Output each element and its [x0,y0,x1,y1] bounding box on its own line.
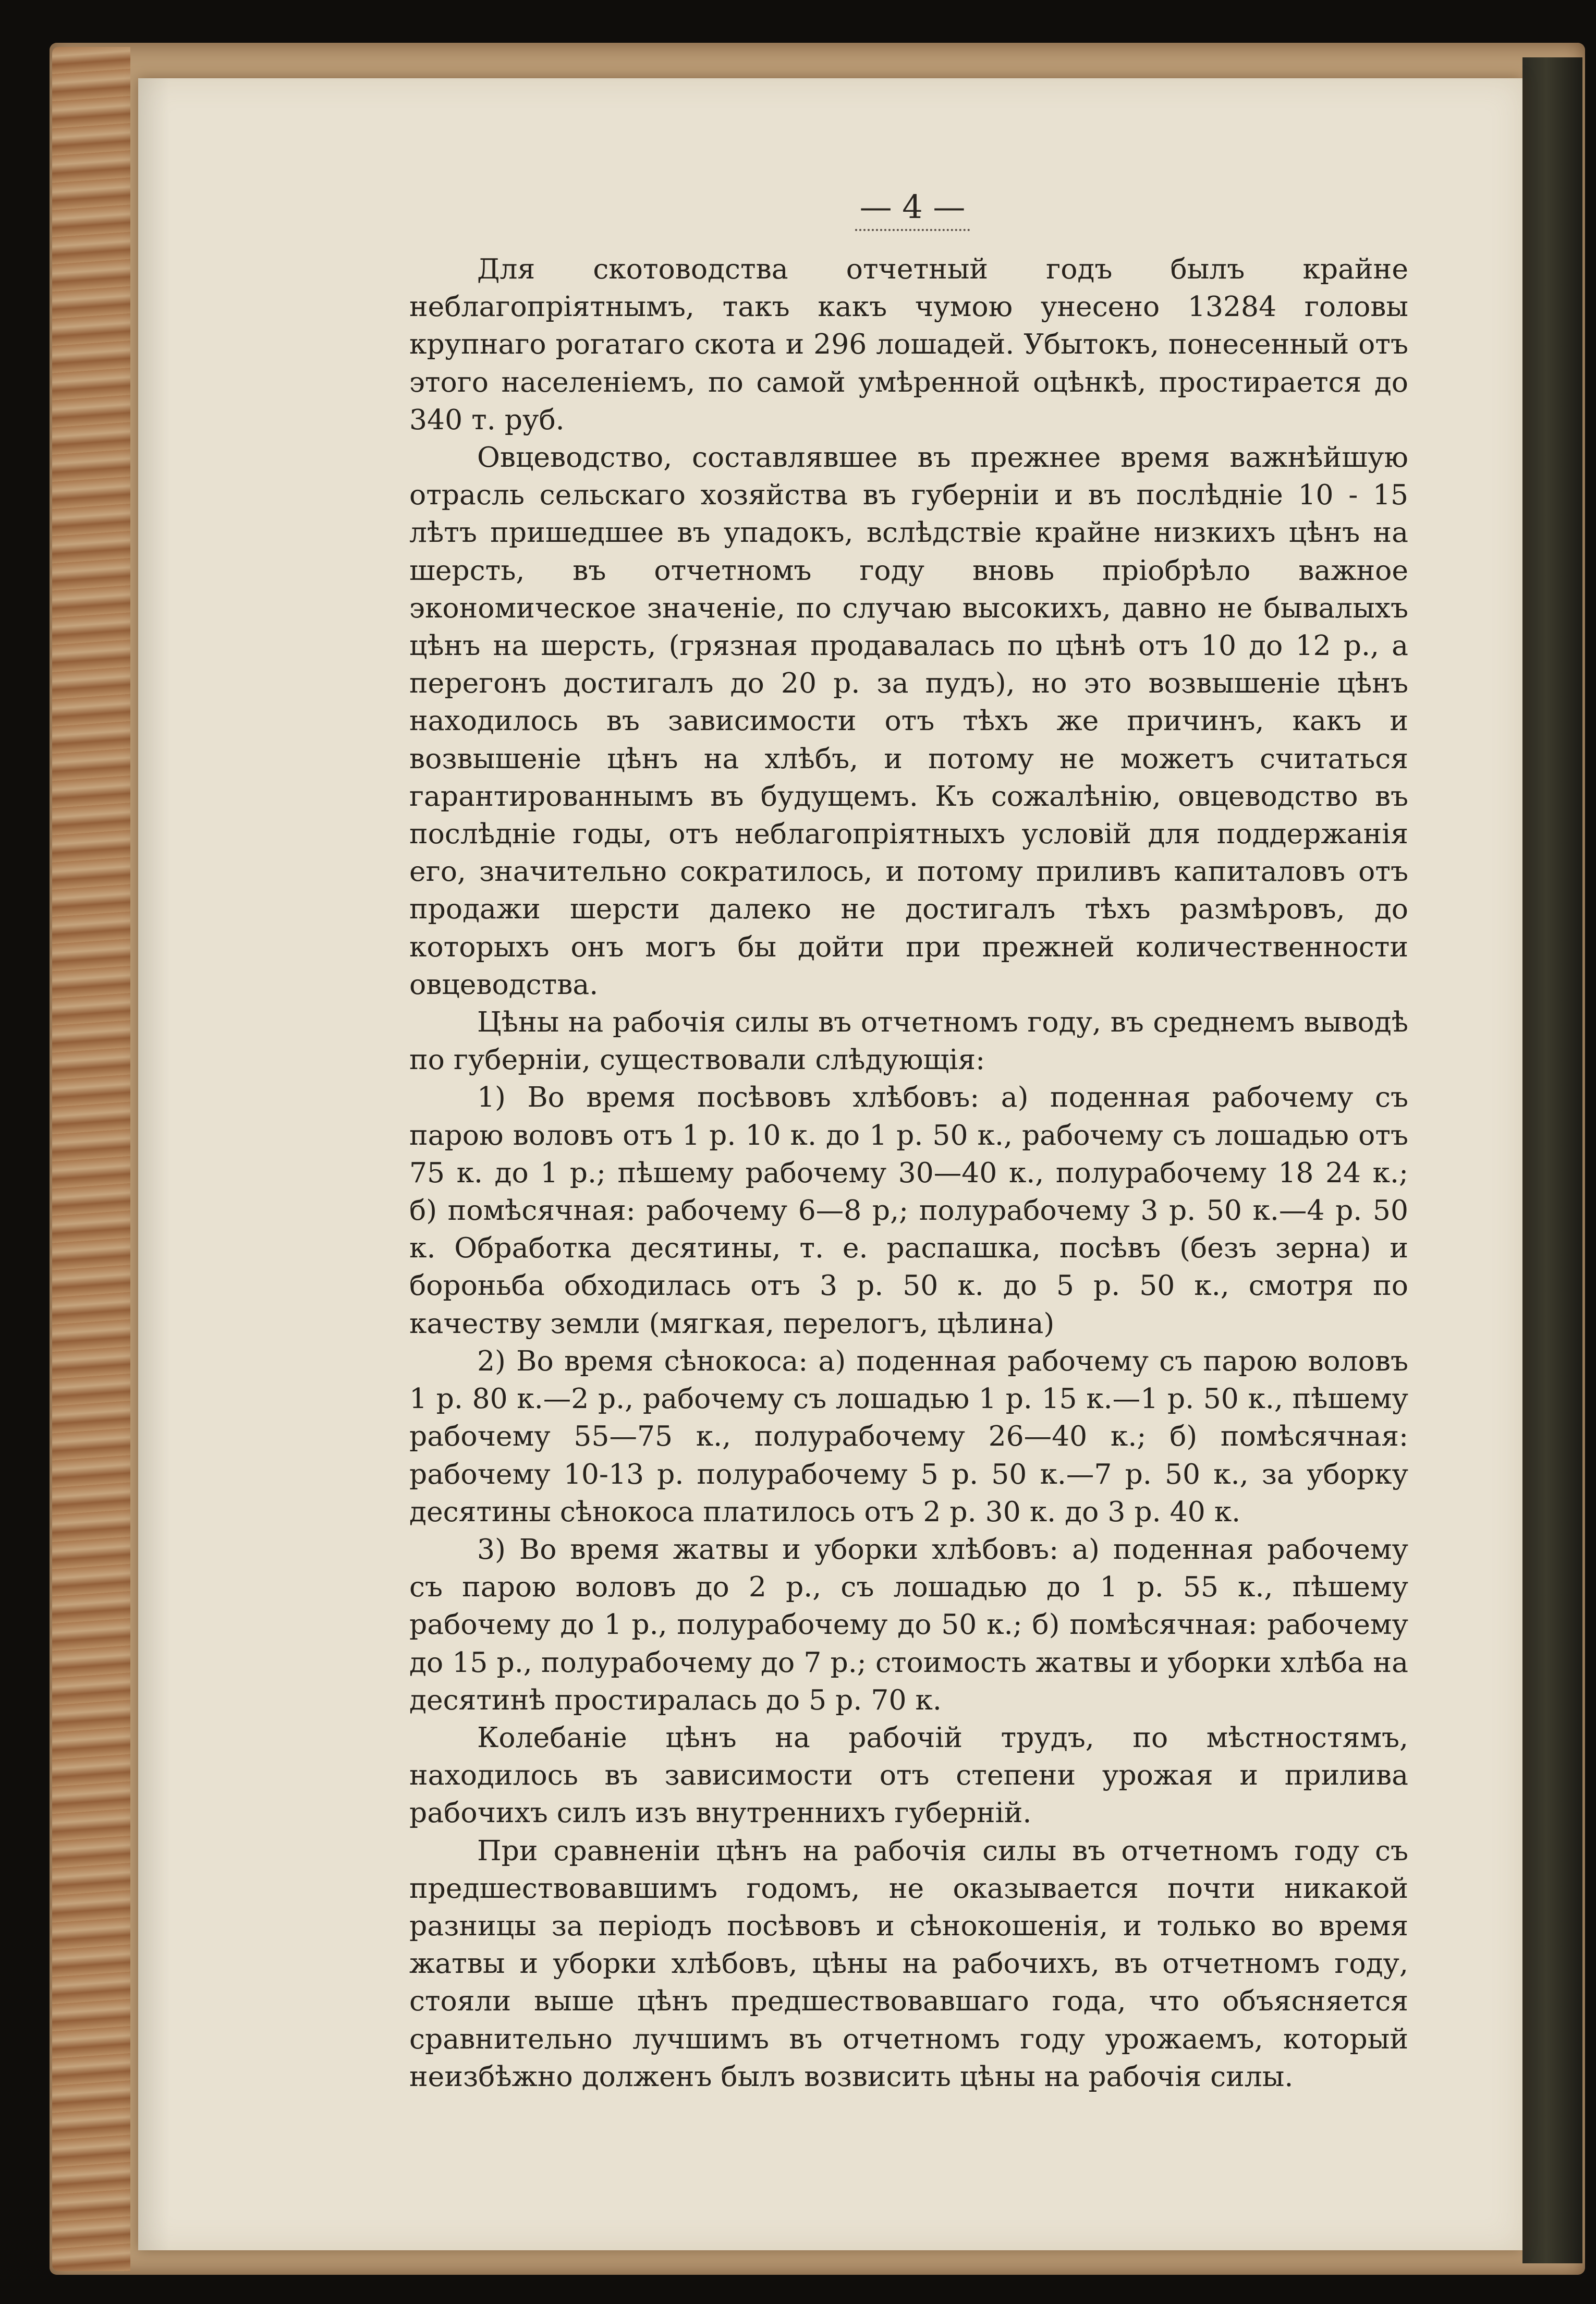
paragraph-price-fluctuation: Колебаніе цѣнъ на рабочій трудъ, по мѣстностямъ, находилось въ зависимости отъ степени урожая и прилива рабочихъ силъ изъ внутреннихъ губерній. [409,1720,1408,1829]
page-fold-shadow [138,78,169,2250]
cover-edge [52,47,130,2271]
paragraph-sheep-breeding: Овцеводство, составлявшее въ прежнее время важнѣйшую отрасль сельскаго хозяйства въ губерніи и въ послѣдніе 10 - 15 лѣтъ пришедшее въ упадокъ, вслѣдствіе крайне низкихъ цѣнъ на шерсть, въ отчетномъ году вновь пріобрѣло важное экономическое значеніе, по случаю высокихъ, давно не бывалыхъ цѣнъ на шерсть, (грязная продавалась по цѣнѣ отъ 10 до 12 р., а перегонъ достигалъ до 20 р. за пудъ), но это возвышеніе цѣнъ находилось въ зависимости отъ тѣхъ же причинъ, какъ и возвышеніе цѣнъ на хлѣбъ, и потому не можетъ считаться гарантированнымъ въ будущемъ. Къ сожалѣнію, овцеводство въ послѣдніе годы, отъ неблагопріятныхъ условій для поддержанія его, значительно сократилось, и потому приливъ капиталовъ отъ продажи шерсти далеко не достигалъ тѣхъ размѣровъ, до которыхъ онъ могъ бы дойти при прежней количественности овцеводства. [409,441,1408,1001]
paragraph-livestock: Для скотоводства отчетный годъ былъ крайне неблагопріятнымъ, такъ какъ чумою унесено 13284 головы крупнаго рогатаго скота и 296 лошадей. Убытокъ, понесенный отъ этого населеніемъ, по самой умѣренной оцѣнкѣ, простирается до 340 т. руб. [409,252,1408,436]
paragraph-harvest-prices: 3) Во время жатвы и уборки хлѣбовъ: а) поденная рабочему съ парою воловъ до 2 р., съ лошадью до 1 р. 55 к., пѣшему рабочему до 1 р., полурабочему до 50 к.; б) помѣсячная: рабочему до 15 р., полурабочему до 7 р.; стоимость жатвы и уборки хлѣба на десятинѣ простиралась до 5 р. 70 к. [409,1532,1408,1716]
paragraph-sowing-prices: 1) Во время посѣвовъ хлѣбовъ: а) поденная рабочему съ парою воловъ отъ 1 р. 10 к. до 1 р. 50 к., рабочему съ лошадью отъ 75 к. до 1 р.; пѣшему рабочему 30—40 к., полурабочему 18 24 к.; б) помѣсячная: рабочему 6—8 р,; полурабочему 3 р. 50 к.—4 р. 50 к. Обработка десятины, т. е. распашка, посѣвъ (безъ зерна) и бороньба обходилась отъ 3 р. 50 к. до 5 р. 50 к., смотря по качеству земли (мягкая, перелогъ, цѣлина) [409,1081,1408,1340]
page-number: — 4 — [855,188,970,231]
paragraph-haymaking-prices: 2) Во время сѣнокоса: а) поденная рабочему съ парою воловъ 1 р. 80 к.—2 р., рабочему съ лошадью 1 р. 15 к.—1 р. 50 к., пѣшему рабочему 55—75 к., полурабочему 26—40 к.; б) помѣсячная: рабочему 10-13 р. полурабочему 5 р. 50 к.—7 р. 50 к., за уборку десятины сѣнокоса платилось отъ 2 р. 30 к. до 3 р. 40 к. [409,1344,1408,1528]
paragraph-labor-prices-intro: Цѣны на рабочія силы въ отчетномъ году, въ среднемъ выводѣ по губерніи, существовали слѣдующія: [409,1005,1408,1076]
paragraph-year-comparison: При сравненіи цѣнъ на рабочія силы въ отчетномъ году съ предшествовавшимъ годомъ, не оказывается почти никакой разницы за періодъ посѣвовъ и сѣнокошенія, и только во время жатвы и уборки хлѣбовъ, цѣны на рабочихъ, въ отчетномъ году, стояли выше цѣнъ предшествовавшаго года, что объясняется сравнительно лучшимъ въ отчетномъ году урожаемъ, который неизбѣжно долженъ былъ возвисить цѣны на рабочія силы. [409,1834,1408,2093]
page-body [409,250,1408,2095]
book-spine [1522,57,1582,2263]
